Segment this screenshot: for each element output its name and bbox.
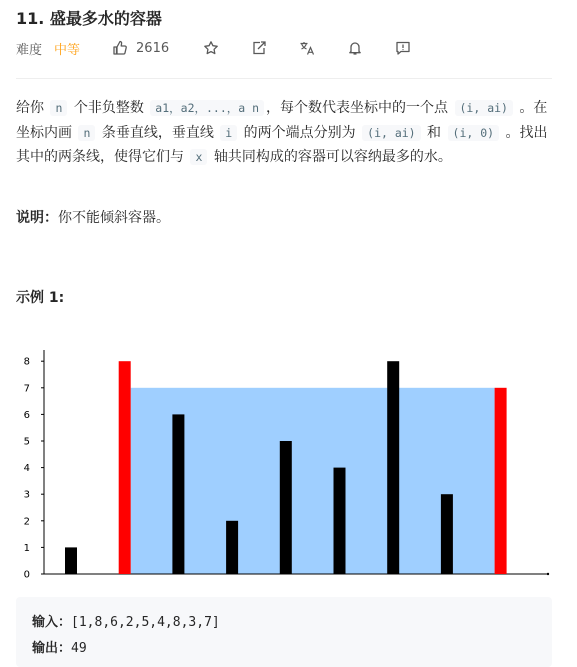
desc-text: ，每个数代表坐标中的一个点 <box>266 100 453 116</box>
note-line <box>16 207 170 227</box>
desc-text: 和 <box>422 124 446 141</box>
header-divider <box>16 78 552 79</box>
toolbar-icons <box>203 40 411 56</box>
translate-icon[interactable] <box>299 40 315 56</box>
problem-meta-bar <box>16 38 411 58</box>
note-text: 你不能倾斜容器。 <box>58 210 170 226</box>
data-bar <box>280 441 292 574</box>
desc-text: 。在坐标内画 <box>16 100 548 141</box>
note-label: 说明： <box>16 210 58 226</box>
inline-code: i <box>220 125 237 141</box>
highlight-bar <box>495 388 507 574</box>
y-tick-label: 0 <box>23 569 30 581</box>
example-title: 示例 1: <box>16 290 65 306</box>
feedback-icon[interactable] <box>395 40 411 56</box>
desc-text: 的两个端点分别为 <box>239 124 361 141</box>
desc-text: 个非负整数 <box>69 100 149 116</box>
inline-code: (i, ai) <box>362 125 420 141</box>
y-tick-label: 2 <box>23 516 30 528</box>
y-tick-label: 7 <box>23 383 30 395</box>
like-count: 2616 <box>136 40 170 56</box>
y-tick-label: 6 <box>23 409 30 421</box>
like-button[interactable] <box>112 40 169 56</box>
data-bar <box>387 361 399 574</box>
y-tick-label: 3 <box>23 489 30 501</box>
y-tick-label: 4 <box>23 463 30 475</box>
inline-code: n <box>78 125 95 141</box>
y-tick-label: 8 <box>23 356 30 368</box>
water-area <box>131 388 495 574</box>
highlight-bar <box>119 361 131 574</box>
y-tick-label: 1 <box>23 542 30 554</box>
data-bar <box>172 414 184 574</box>
x-axis-end <box>547 573 549 575</box>
share-icon[interactable] <box>251 40 267 56</box>
example-bar-chart <box>16 345 556 583</box>
desc-text: 给你 <box>16 100 49 116</box>
example-input-line <box>32 611 220 630</box>
inline-code: n <box>50 100 67 116</box>
input-label: 输入： <box>32 615 72 630</box>
data-bar <box>226 521 238 574</box>
inline-code: x <box>190 149 207 165</box>
difficulty-badge: 中等 <box>54 42 81 58</box>
star-icon[interactable] <box>203 40 219 56</box>
description-paragraph <box>16 96 556 170</box>
difficulty-label: 难度 <box>16 42 43 58</box>
inline-code: (i, ai) <box>455 100 513 116</box>
data-bar <box>334 468 346 574</box>
inline-code: a1，a2，...，a n <box>150 100 264 116</box>
output-label: 输出： <box>32 641 72 656</box>
data-bar <box>65 547 77 574</box>
bell-icon[interactable] <box>347 40 363 56</box>
inline-code: (i, 0) <box>448 125 500 141</box>
example-output-line <box>32 637 87 656</box>
desc-text: 。找出其中的两条线，使得它们与 <box>16 124 548 165</box>
data-bar <box>441 494 453 574</box>
desc-text: 轴共同构成的容器可以容纳最多的水。 <box>209 149 452 165</box>
desc-text: 条垂直线，垂直线 <box>97 124 219 141</box>
thumbs-up-icon <box>112 40 128 56</box>
example-code-block <box>16 597 552 667</box>
output-value: 49 <box>71 641 87 656</box>
problem-description <box>16 96 556 170</box>
input-value: [1,8,6,2,5,4,8,3,7] <box>71 615 220 630</box>
page-title: 11. 盛最多水的容器 <box>16 9 162 28</box>
y-tick-label: 5 <box>23 436 30 448</box>
